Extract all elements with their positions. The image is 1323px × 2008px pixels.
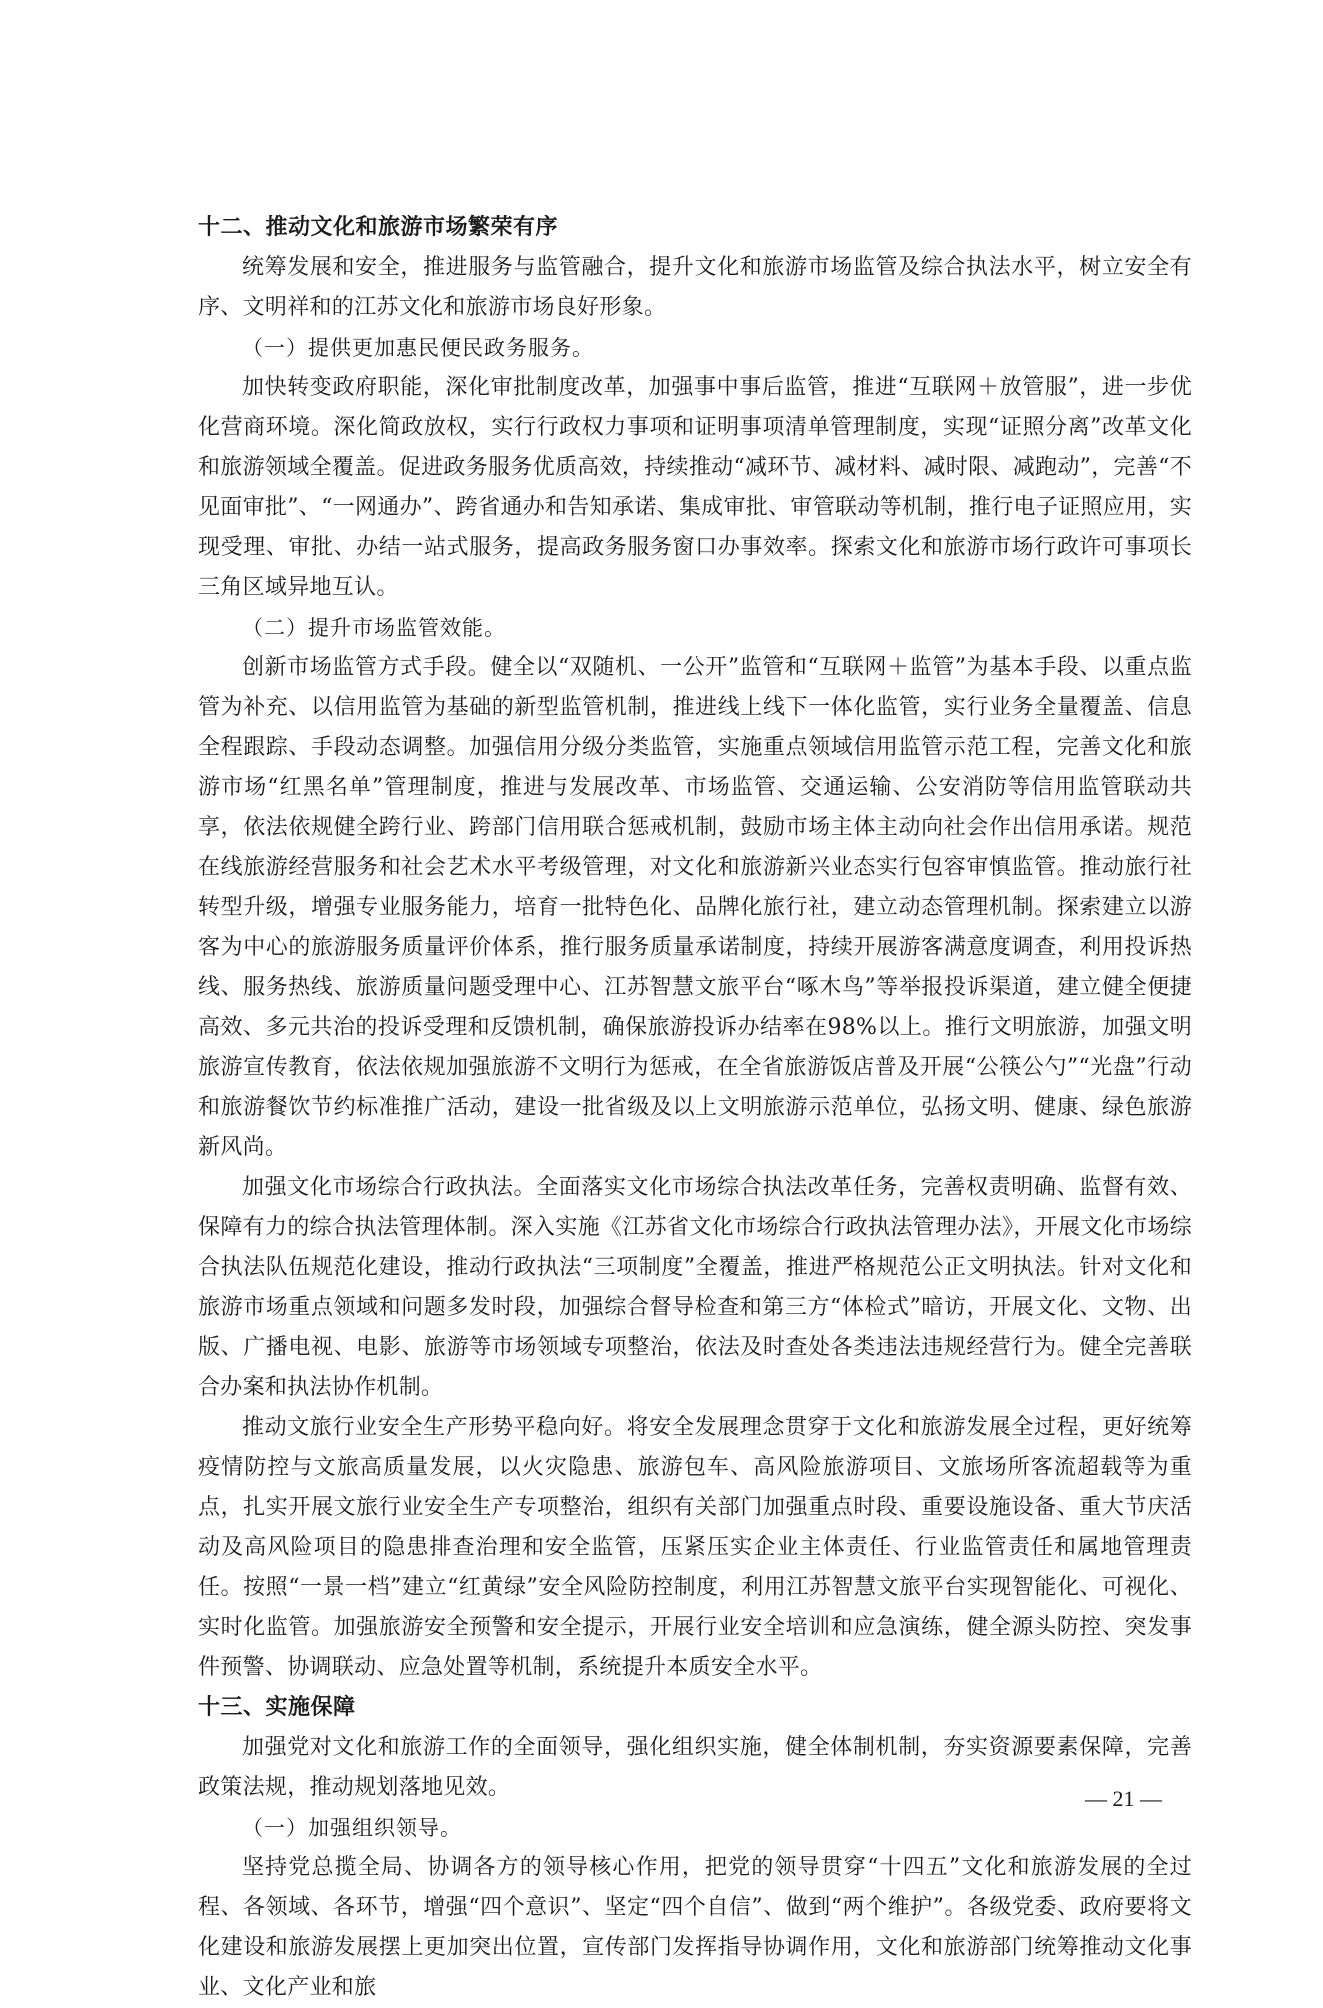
document-page	[198, 208, 1192, 2008]
section-heading: 十三、实施保障	[198, 1695, 356, 1720]
subsection-title: （一）提供更加惠民便民政务服务。	[242, 336, 594, 360]
page-number: — 21 —	[1085, 1786, 1162, 1811]
paragraph: 创新市场监管方式手段。健全以“双随机、一公开”监管和“互联网＋监管”为基本手段、以重点监管为补充、以信用监管为基础的新型监管机制，推进线上线下一体化监管，实行业务全量覆盖、信息全程跟踪、手段动态调整。加强信用分级分类监管，实施重点领域信用监管示范工程，完善文化和旅游市场“红黑名单”管理制度，推进与发展改革、市场监管、交通运输、公安消防等信用监管联动共享，依法依规健全跨行业、跨部门信用联合惩戒机制，鼓励市场主体主动向社会作出信用承诺。规范在线旅游经营服务和社会艺术水平考级管理，对文化和旅游新兴业态实行包容审慎监管。推动旅行社转型升级，增强专业服务能力，培育一批特色化、品牌化旅行社，建立动态管理机制。探索建立以游客为中心的旅游服务质量评价体系，推行服务质量承诺制度，持续开展游客满意度调查，利用投诉热线、服务热线、旅游质量问题受理中心、江苏智慧文旅平台“啄木鸟”等举报投诉渠道，建立健全便捷高效、多元共治的投诉受理和反馈机制，确保旅游投诉办结率在98%以上。推行文明旅游，加强文明旅游宣传教育，依法依规加强旅游不文明行为惩戒，在全省旅游饭店普及开展“公筷公勺”“光盘”行动和旅游餐饮节约标准推广活动，建设一批省级及以上文明旅游示范单位，弘扬文明、健康、绿色旅游新风尚。	[198, 655, 1192, 1160]
paragraph: 加强文化市场综合行政执法。全面落实文化市场综合执法改革任务，完善权责明确、监督有效、保障有力的综合执法管理体制。深入实施《江苏省文化市场综合行政执法管理办法》，开展文化市场综合执法队伍规范化建设，推动行政执法“三项制度”全覆盖，推进严格规范公正文明执法。针对文化和旅游市场重点领域和问题多发时段，加强综合督导检查和第三方“体检式”暗访，开展文化、文物、出版、广播电视、电影、旅游等市场领域专项整治，依法及时查处各类违法违规经营行为。健全完善联合办案和执法协作机制。	[198, 1175, 1192, 1400]
paragraph: 推动文旅行业安全生产形势平稳向好。将安全发展理念贯穿于文化和旅游发展全过程，更好统筹疫情防控与文旅高质量发展，以火灾隐患、旅游包车、高风险旅游项目、文旅场所客流超载等为重点，扎实开展文旅行业安全生产专项整治，组织有关部门加强重点时段、重要设施设备、重大节庆活动及高风险项目的隐患排查治理和安全监管，压紧压实企业主体责任、行业监管责任和属地管理责任。按照“一景一档”建立“红黄绿”安全风险防控制度，利用江苏智慧文旅平台实现智能化、可视化、实时化监管。加强旅游安全预警和安全提示，开展行业安全培训和应急演练，健全源头防控、突发事件预警、协调联动、应急处置等机制，系统提升本质安全水平。	[198, 1415, 1192, 1680]
section-heading: 十二、推动文化和旅游市场繁荣有序	[198, 215, 559, 240]
paragraph: 坚持党总揽全局、协调各方的领导核心作用，把党的领导贯穿“十四五”文化和旅游发展的全过程、各领域、各环节，增强“四个意识”、坚定“四个自信”、做到“两个维护”。各级党委、政府要将文化建设和旅游发展摆上更加突出位置，宣传部门发挥指导协调作用，文化和旅游部门统筹推动文化事业、文化产业和旅	[198, 1855, 1192, 2000]
section-intro: 加强党对文化和旅游工作的全面领导，强化组织实施，健全体制机制，夯实资源要素保障，完善政策法规，推动规划落地见效。	[198, 1735, 1192, 1800]
subsection-title: （一）加强组织领导。	[242, 1816, 462, 1840]
section-intro: 统筹发展和安全，推进服务与监管融合，提升文化和旅游市场监管及综合执法水平，树立安全有序、文明祥和的江苏文化和旅游市场良好形象。	[198, 255, 1192, 320]
paragraph: 加快转变政府职能，深化审批制度改革，加强事中事后监管，推进“互联网＋放管服”，进一步优化营商环境。深化简政放权，实行行政权力事项和证明事项清单管理制度，实现“证照分离”改革文化和旅游领域全覆盖。促进政务服务优质高效，持续推动“减环节、减材料、减时限、减跑动”，完善“不见面审批”、“一网通办”、跨省通办和告知承诺、集成审批、审管联动等机制，推行电子证照应用，实现受理、审批、办结一站式服务，提高政务服务窗口办事效率。探索文化和旅游市场行政许可事项长三角区域异地互认。	[198, 375, 1192, 600]
subsection-title: （二）提升市场监管效能。	[242, 616, 506, 640]
